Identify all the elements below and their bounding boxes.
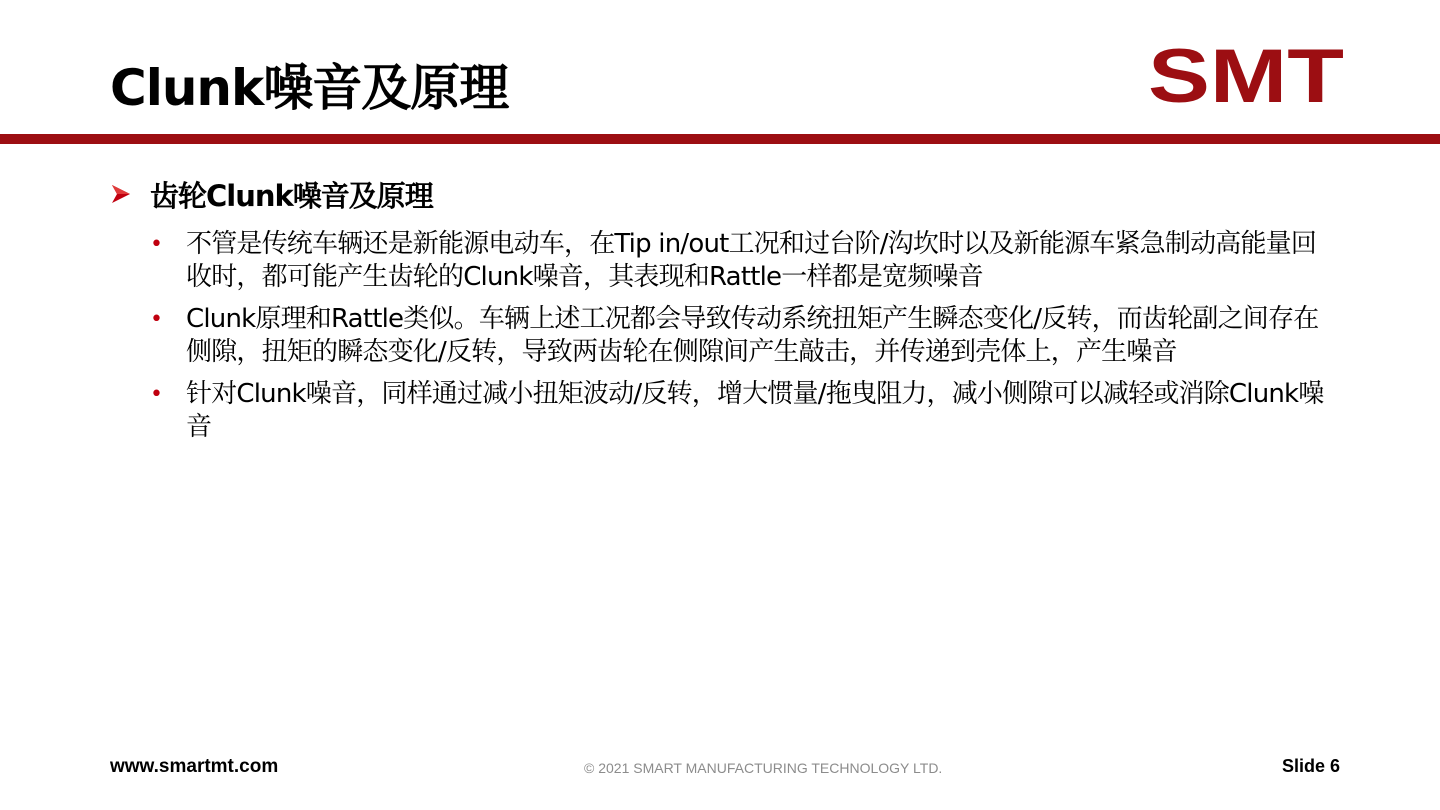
smt-logo	[1146, 40, 1346, 110]
list-item	[150, 228, 1340, 294]
list-item	[150, 303, 1340, 369]
dot-bullet-icon: •	[150, 382, 163, 407]
section-heading-text: 齿轮Clunk噪音及原理	[150, 178, 433, 213]
logo-text: SMT	[1148, 40, 1344, 110]
slide-number: Slide 6	[1281, 756, 1340, 776]
list-item-text: 针对Clunk噪音，同样通过减小扭矩波动/反转，增大惯量/拖曳阻力，减小侧隙可以减轻或消除Clunk噪音	[186, 379, 1324, 442]
dot-bullet-icon: •	[150, 307, 163, 332]
list-item-text: Clunk原理和Rattle类似。车辆上述工况都会导致传动系统扭矩产生瞬态变化/反转，而齿轮副之间存在侧隙，扭矩的瞬态变化/反转，导致两齿轮在侧隙间产生敲击，并传递到壳体上，产生噪音	[186, 304, 1319, 367]
header-divider	[0, 134, 1440, 144]
arrowhead-bullet-icon	[110, 183, 132, 205]
footer-copyright: © 2021 SMART MANUFACTURING TECHNOLOGY LTD.	[584, 760, 943, 776]
section-heading	[110, 174, 433, 214]
list-item-text: 不管是传统车辆还是新能源电动车，在Tip in/out工况和过台阶/沟坎时以及新能源车紧急制动高能量回收时，都可能产生齿轮的Clunk噪音，其表现和Rattle一样都是宽频噪音	[186, 229, 1317, 292]
footer-website-link[interactable]: www.smartmt.com	[110, 756, 279, 777]
dot-bullet-icon: •	[150, 232, 163, 257]
slide-title: Clunk噪音及原理	[110, 59, 509, 117]
list-item	[150, 378, 1340, 444]
bullet-list	[150, 228, 1340, 453]
